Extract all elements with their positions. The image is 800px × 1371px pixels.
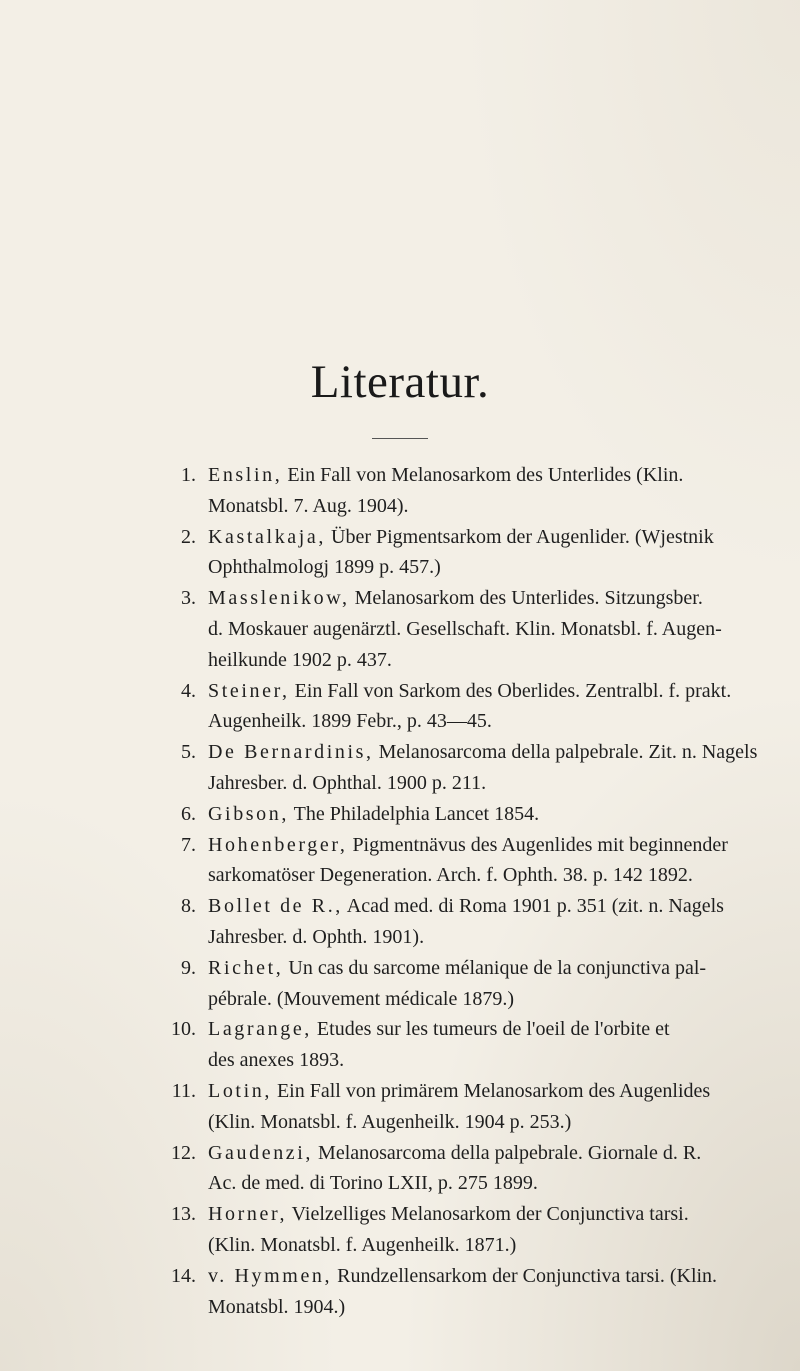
reference-author: Kastalkaja, — [208, 525, 327, 548]
reference-text: Ein Fall von primärem Melanosarkom des Augenlides — [271, 1079, 711, 1102]
reference-text: Etudes sur les tumeurs de l'oeil de l'orbite et — [311, 1018, 670, 1041]
page-title: Literatur. — [310, 356, 490, 408]
reference-first-line — [208, 830, 760, 861]
reference-author: Horner, — [208, 1203, 288, 1226]
reference-item — [160, 799, 760, 830]
reference-number: 6. — [181, 802, 196, 825]
reference-continuation-line: des anexes 1893. — [208, 1049, 345, 1072]
reference-text: Acad med. di Roma 1901 p. 351 (zit. n. Nagels — [342, 895, 724, 918]
reference-item — [160, 737, 760, 799]
reference-continuation-line: pébrale. (Mouvement médicale 1879.) — [208, 987, 514, 1010]
reference-item — [160, 1138, 760, 1200]
reference-number: 8. — [181, 895, 196, 918]
reference-continuation-line: Ophthalmologj 1899 p. 457.) — [208, 556, 441, 579]
reference-number: 4. — [181, 679, 196, 702]
reference-continuation-line: heilkunde 1902 p. 437. — [208, 648, 392, 671]
reference-first-line — [208, 1261, 760, 1292]
reference-number: 5. — [181, 741, 196, 764]
reference-continuation-line: sarkomatöser Degeneration. Arch. f. Ophth. 38. p. 142 1892. — [208, 864, 693, 887]
reference-author: Lagrange, — [208, 1018, 312, 1041]
reference-item — [160, 830, 760, 892]
reference-first-line — [208, 583, 760, 614]
reference-item — [160, 583, 760, 675]
title-divider — [372, 438, 428, 439]
reference-text: Vielzelliges Melanosarkom der Conjunctiva tarsi. — [287, 1203, 689, 1226]
reference-continuation-line: Jahresber. d. Ophth. 1901). — [208, 925, 425, 948]
reference-number: 7. — [181, 833, 196, 856]
reference-text: Pigmentnävus des Augenlides mit beginnender — [347, 833, 728, 856]
reference-first-line — [208, 1014, 760, 1045]
reference-text: The Philadelphia Lancet 1854. — [288, 802, 540, 825]
reference-number: 13. — [171, 1203, 196, 1226]
reference-text: Rundzellensarkom der Conjunctiva tarsi. (Klin. — [332, 1264, 718, 1287]
reference-number: 14. — [171, 1264, 196, 1287]
reference-text: Melanosarkom des Unterlides. Sitzungsber. — [349, 587, 703, 610]
reference-author: Gaudenzi, — [208, 1141, 314, 1164]
reference-item — [160, 1199, 760, 1261]
reference-item — [160, 891, 760, 953]
reference-author: Masslenikow, — [208, 587, 350, 610]
reference-number: 3. — [181, 587, 196, 610]
reference-item — [160, 953, 760, 1015]
reference-text: Ein Fall von Sarkom des Oberlides. Zentralbl. f. prakt. — [289, 679, 732, 702]
reference-author: v. Hymmen, — [208, 1264, 333, 1287]
reference-author: Bollet de R., — [208, 895, 343, 918]
reference-text: Ein Fall von Melanosarkom des Unterlides (Klin. — [282, 464, 684, 486]
reference-continuation-line: Jahresber. d. Ophthal. 1900 p. 211. — [208, 771, 487, 794]
reference-first-line — [208, 1199, 760, 1230]
reference-continuation-line: Monatsbl. 1904.) — [208, 1295, 346, 1318]
reference-number: 2. — [181, 525, 196, 548]
reference-continuation-line: Monatsbl. 7. Aug. 1904). — [208, 494, 409, 517]
reference-author: Enslin, — [208, 464, 283, 486]
reference-author: De Bernardinis, — [208, 741, 374, 764]
reference-item — [160, 1076, 760, 1138]
reference-number: 11. — [171, 1079, 196, 1102]
reference-first-line — [208, 460, 760, 491]
reference-first-line — [208, 676, 760, 707]
reference-item — [160, 460, 760, 522]
reference-author: Gibson, — [208, 802, 289, 825]
reference-first-line — [208, 799, 760, 830]
reference-item — [160, 1261, 760, 1323]
reference-number: 1. — [181, 464, 196, 486]
reference-continuation-line: Ac. de med. di Torino LXII, p. 275 1899. — [208, 1172, 538, 1195]
reference-first-line — [208, 953, 760, 984]
reference-continuation-line: (Klin. Monatsbl. f. Augenheilk. 1871.) — [208, 1233, 517, 1256]
reference-item — [160, 676, 760, 738]
reference-first-line — [208, 1076, 760, 1107]
reference-text: Melanosarcoma della palpebrale. Zit. n. Nagels — [373, 741, 758, 764]
reference-number: 12. — [171, 1141, 196, 1164]
reference-text: Un cas du sarcome mélanique de la conjunctiva pal- — [283, 956, 707, 979]
reference-first-line — [208, 522, 760, 553]
reference-item — [160, 1014, 760, 1076]
reference-author: Hohenberger, — [208, 833, 348, 856]
reference-author: Steiner, — [208, 679, 290, 702]
reference-continuation-line: Augenheilk. 1899 Febr., p. 43—45. — [208, 710, 492, 733]
reference-first-line — [208, 891, 760, 922]
reference-number: 10. — [171, 1018, 196, 1041]
reference-first-line — [208, 737, 760, 768]
reference-author: Richet, — [208, 956, 284, 979]
reference-continuation-line: (Klin. Monatsbl. f. Augenheilk. 1904 p. 253.) — [208, 1110, 572, 1133]
reference-text: Melanosarcoma della palpebrale. Giornale d. R. — [313, 1141, 702, 1164]
reference-first-line — [208, 1138, 760, 1169]
reference-author: Lotin, — [208, 1079, 272, 1102]
reference-list — [160, 460, 760, 1322]
reference-item — [160, 522, 760, 584]
reference-continuation-line: d. Moskauer augenärztl. Gesellschaft. Klin. Monatsbl. f. Augen- — [208, 617, 722, 640]
reference-text: Über Pigmentsarkom der Augenlider. (Wjestnik — [326, 525, 714, 548]
reference-number: 9. — [181, 956, 196, 979]
